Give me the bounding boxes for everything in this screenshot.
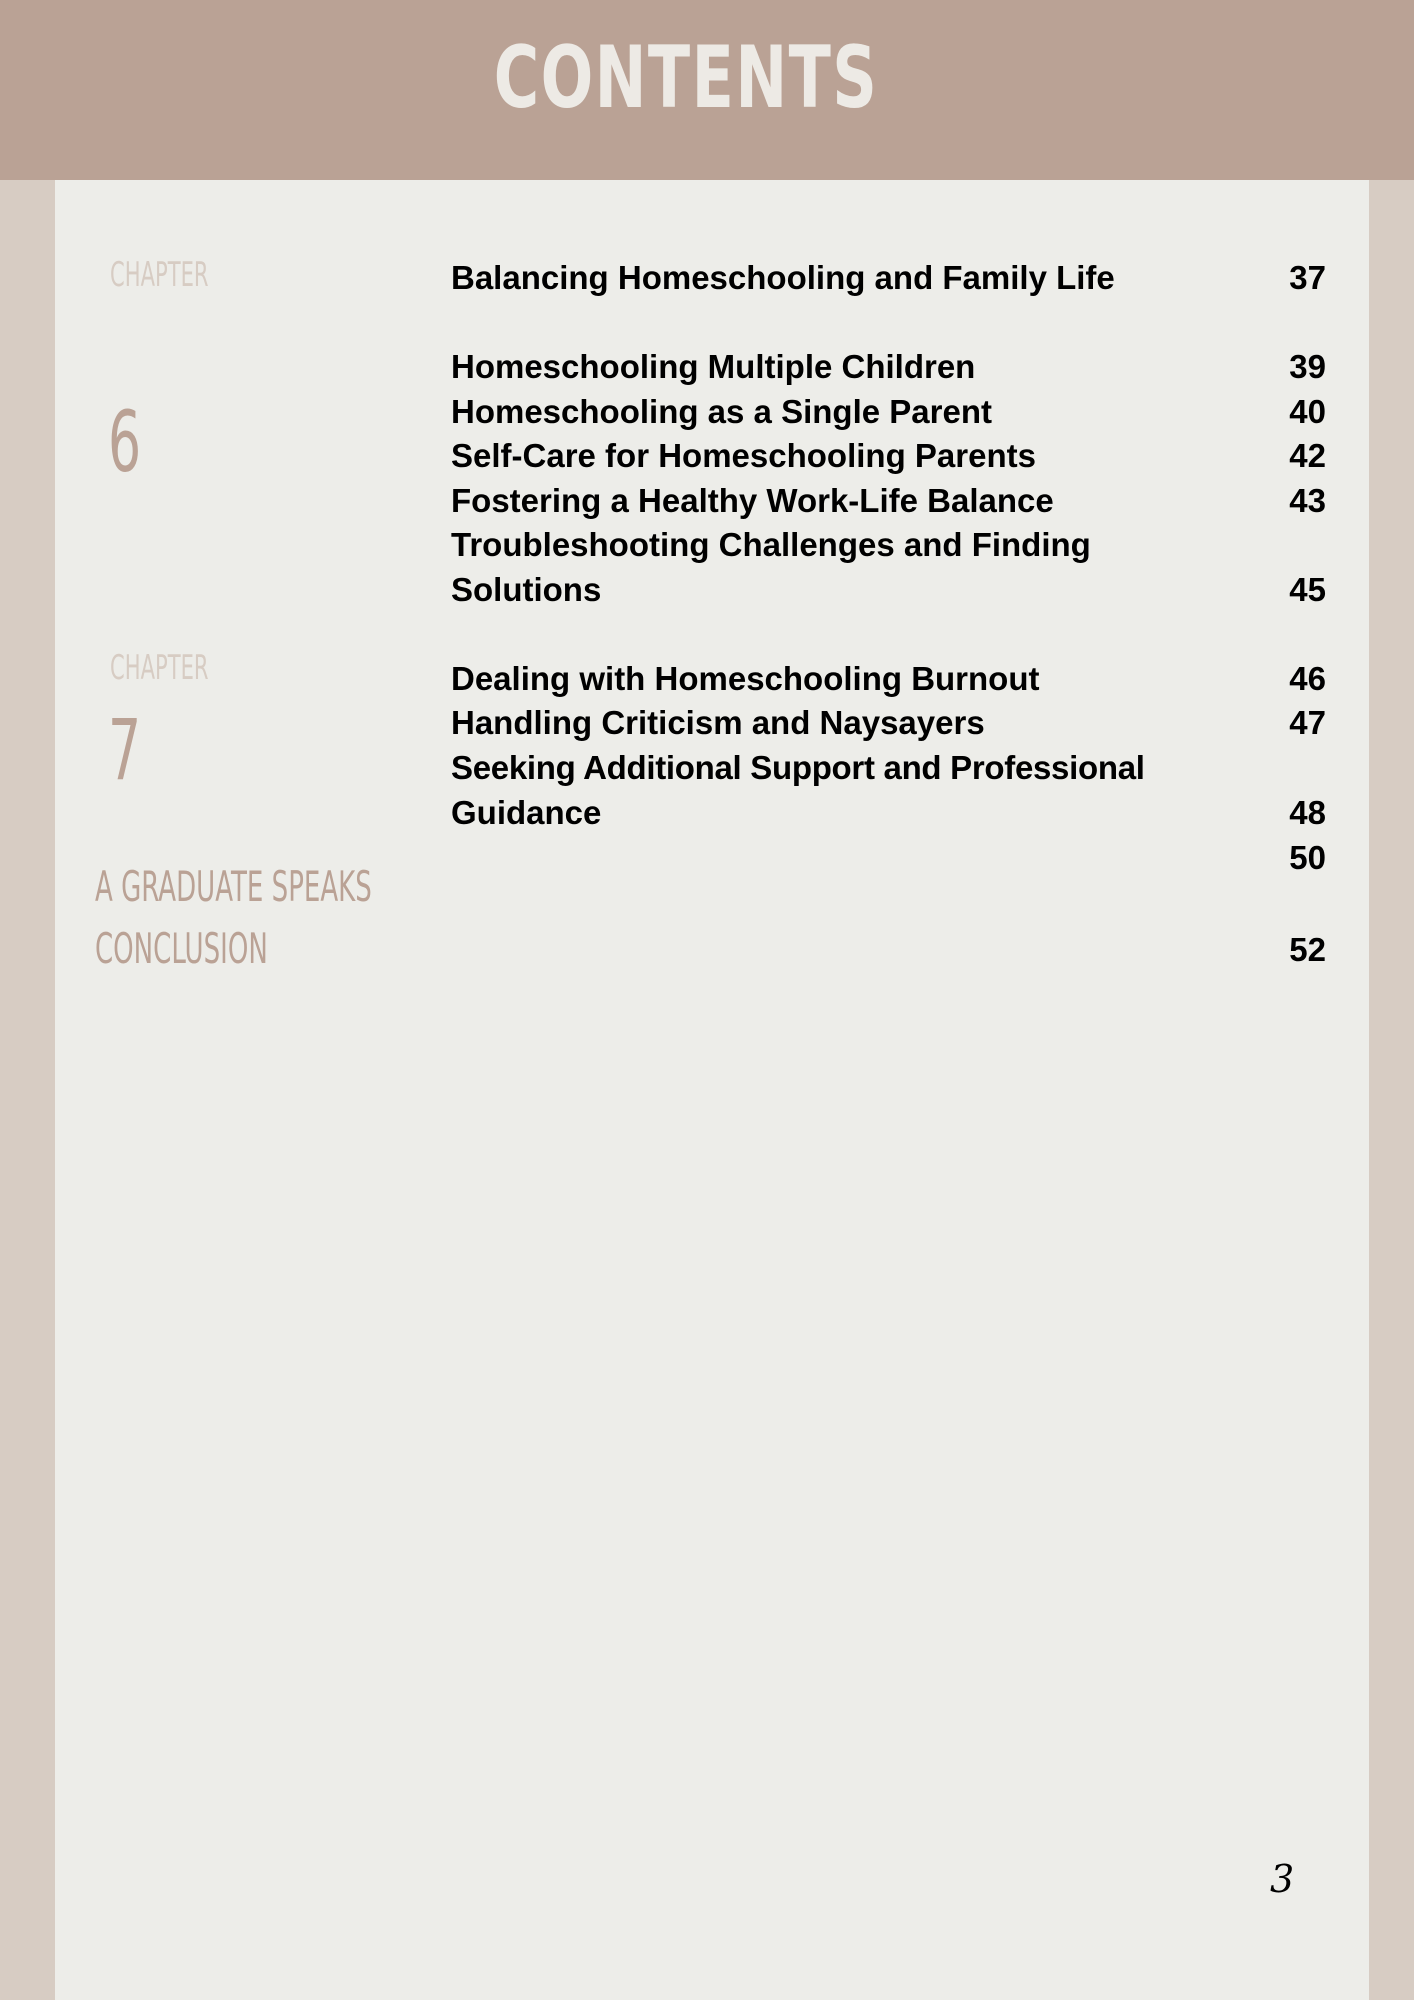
toc-page-39: 39 xyxy=(1289,348,1326,385)
toc-page-47: 47 xyxy=(1289,704,1326,741)
toc-page-52: 52 xyxy=(1289,931,1326,968)
toc-entry-criticism[interactable]: Handling Criticism and Naysayers xyxy=(451,704,985,741)
toc-page-48: 48 xyxy=(1289,794,1326,831)
toc-entry-single-parent[interactable]: Homeschooling as a Single Parent xyxy=(451,393,992,430)
toc-entry-work-life-balance[interactable]: Fostering a Healthy Work-Life Balance xyxy=(451,482,1054,519)
toc-page-46: 46 xyxy=(1289,660,1326,697)
toc-page-37: 37 xyxy=(1289,259,1326,296)
toc-entry-troubleshooting-line1[interactable]: Troubleshooting Challenges and Finding xyxy=(451,526,1091,563)
toc-entry-balancing[interactable]: Balancing Homeschooling and Family Life xyxy=(451,259,1115,296)
header-bar xyxy=(0,0,1414,180)
toc-entry-self-care[interactable]: Self-Care for Homeschooling Parents xyxy=(451,437,1036,474)
section-graduate-speaks[interactable]: A GRADUATE SPEAKS xyxy=(95,862,372,911)
toc-page-40: 40 xyxy=(1289,393,1326,430)
toc-entry-support-line2[interactable]: Guidance xyxy=(451,794,602,831)
toc-page-50: 50 xyxy=(1289,839,1326,876)
toc-page-43: 43 xyxy=(1289,482,1326,519)
page-number: 3 xyxy=(1270,1857,1295,1901)
toc-entry-burnout[interactable]: Dealing with Homeschooling Burnout xyxy=(451,660,1040,697)
toc-entry-support-line1[interactable]: Seeking Additional Support and Professional xyxy=(451,749,1145,786)
toc-page-45: 45 xyxy=(1289,571,1326,608)
chapter-7-number: 7 xyxy=(108,701,142,799)
toc-page-42: 42 xyxy=(1289,437,1326,474)
toc-entry-multiple-children[interactable]: Homeschooling Multiple Children xyxy=(451,348,976,385)
toc-entry-troubleshooting-line2[interactable]: Solutions xyxy=(451,571,602,608)
page-title: CONTENTS xyxy=(493,28,879,128)
chapter-6-label: CHAPTER xyxy=(110,255,209,295)
section-conclusion[interactable]: CONCLUSION xyxy=(95,924,268,973)
chapter-7-label: CHAPTER xyxy=(110,648,209,688)
chapter-6-number: 6 xyxy=(108,393,142,491)
